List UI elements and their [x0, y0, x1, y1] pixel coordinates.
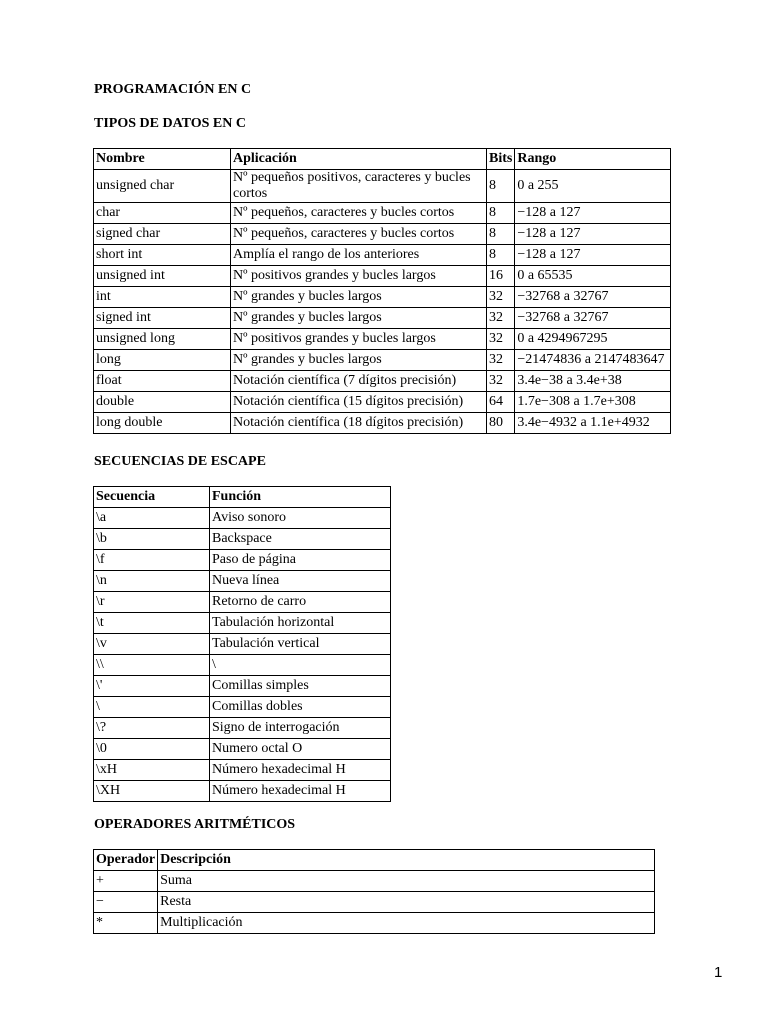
- table-cell: unsigned char: [94, 170, 231, 203]
- table-cell: 64: [487, 392, 515, 413]
- table-cell: 16: [487, 266, 515, 287]
- header-nombre: Nombre: [94, 149, 231, 170]
- table-cell: signed int: [94, 308, 231, 329]
- table-cell: Nº grandes y bucles largos: [231, 350, 487, 371]
- table-row: [94, 413, 671, 434]
- table-cell: \b: [94, 529, 210, 550]
- table-cell: Multiplicación: [158, 913, 655, 934]
- table-cell: 32: [487, 329, 515, 350]
- table-cell: 3.4e−38 a 3.4e+38: [515, 371, 671, 392]
- header-descripcion: Descripción: [158, 850, 655, 871]
- table-cell: Amplía el rango de los anteriores: [231, 245, 487, 266]
- table-cell: short int: [94, 245, 231, 266]
- table-cell: 1.7e−308 a 1.7e+308: [515, 392, 671, 413]
- table-cell: Numero octal O: [210, 739, 391, 760]
- table-row: [94, 371, 671, 392]
- table-cell: \a: [94, 508, 210, 529]
- table-row: [94, 224, 671, 245]
- table-cell: Número hexadecimal H: [210, 760, 391, 781]
- table-header-row: [94, 487, 391, 508]
- table-row: [94, 392, 671, 413]
- table-cell: *: [94, 913, 158, 934]
- table-cell: −32768 a 32767: [515, 287, 671, 308]
- table-cell: 0 a 4294967295: [515, 329, 671, 350]
- table-cell: Nº pequeños, caracteres y bucles cortos: [231, 203, 487, 224]
- operators-heading: OPERADORES ARITMÉTICOS: [94, 817, 296, 832]
- table-cell: Comillas simples: [210, 676, 391, 697]
- table-cell: Notación científica (7 dígitos precisión): [231, 371, 487, 392]
- table-row: [94, 571, 391, 592]
- table-cell: 32: [487, 371, 515, 392]
- table-cell: −32768 a 32767: [515, 308, 671, 329]
- escape-sequences-table: [93, 486, 391, 802]
- table-cell: Nº positivos grandes y bucles largos: [231, 329, 487, 350]
- table-cell: −: [94, 892, 158, 913]
- table-cell: \r: [94, 592, 210, 613]
- table-cell: 8: [487, 170, 515, 203]
- header-funcion: Función: [210, 487, 391, 508]
- table-cell: −128 a 127: [515, 245, 671, 266]
- header-rango: Rango: [515, 149, 671, 170]
- table-row: [94, 760, 391, 781]
- page-title: PROGRAMACIÓN EN C: [94, 82, 252, 97]
- table-cell: \n: [94, 571, 210, 592]
- page-number: 1: [714, 964, 723, 981]
- table-row: [94, 287, 671, 308]
- table-cell: signed char: [94, 224, 231, 245]
- table-cell: \v: [94, 634, 210, 655]
- table-row: [94, 913, 655, 934]
- table-cell: unsigned int: [94, 266, 231, 287]
- table-cell: unsigned long: [94, 329, 231, 350]
- table-row: [94, 655, 391, 676]
- table-cell: float: [94, 371, 231, 392]
- table-cell: \xH: [94, 760, 210, 781]
- table-row: [94, 718, 391, 739]
- table-row: [94, 266, 671, 287]
- data-types-table: [93, 148, 671, 434]
- table-row: [94, 634, 391, 655]
- table-row: [94, 329, 671, 350]
- table-cell: Nº pequeños, caracteres y bucles cortos: [231, 224, 487, 245]
- table-cell: 3.4e−4932 a 1.1e+4932: [515, 413, 671, 434]
- table-row: [94, 245, 671, 266]
- table-cell: double: [94, 392, 231, 413]
- table-cell: Resta: [158, 892, 655, 913]
- table-cell: Nº pequeños positivos, caracteres y bucles cortos: [231, 170, 487, 203]
- escapes-heading: SECUENCIAS DE ESCAPE: [94, 454, 266, 469]
- table-row: [94, 739, 391, 760]
- table-cell: long double: [94, 413, 231, 434]
- table-cell: int: [94, 287, 231, 308]
- table-cell: Tabulación vertical: [210, 634, 391, 655]
- table-cell: 0 a 65535: [515, 266, 671, 287]
- table-cell: 32: [487, 350, 515, 371]
- table-cell: −21474836 a 2147483647: [515, 350, 671, 371]
- table-cell: \0: [94, 739, 210, 760]
- table-cell: −128 a 127: [515, 224, 671, 245]
- table-cell: Suma: [158, 871, 655, 892]
- table-row: [94, 350, 671, 371]
- table-cell: \: [210, 655, 391, 676]
- table-cell: char: [94, 203, 231, 224]
- table-cell: \?: [94, 718, 210, 739]
- table-row: [94, 203, 671, 224]
- table-row: [94, 170, 671, 203]
- header-aplicacion: Aplicación: [231, 149, 487, 170]
- table-cell: Paso de página: [210, 550, 391, 571]
- table-cell: 0 a 255: [515, 170, 671, 203]
- table-row: [94, 697, 391, 718]
- table-row: [94, 550, 391, 571]
- table-cell: Comillas dobles: [210, 697, 391, 718]
- table-cell: −128 a 127: [515, 203, 671, 224]
- table-cell: \': [94, 676, 210, 697]
- table-cell: Notación científica (18 dígitos precisión): [231, 413, 487, 434]
- table-cell: 32: [487, 287, 515, 308]
- table-row: [94, 308, 671, 329]
- table-cell: Número hexadecimal H: [210, 781, 391, 802]
- table-cell: +: [94, 871, 158, 892]
- table-header-row: [94, 149, 671, 170]
- table-cell: \\: [94, 655, 210, 676]
- header-secuencia: Secuencia: [94, 487, 210, 508]
- table-cell: \f: [94, 550, 210, 571]
- header-bits: Bits: [487, 149, 515, 170]
- table-row: [94, 892, 655, 913]
- table-cell: Backspace: [210, 529, 391, 550]
- table-cell: Nº positivos grandes y bucles largos: [231, 266, 487, 287]
- table-cell: Signo de interrogación: [210, 718, 391, 739]
- table-cell: Nº grandes y bucles largos: [231, 308, 487, 329]
- table-cell: Aviso sonoro: [210, 508, 391, 529]
- header-operador: Operador: [94, 850, 158, 871]
- table-row: [94, 508, 391, 529]
- table-row: [94, 871, 655, 892]
- table-cell: Nº grandes y bucles largos: [231, 287, 487, 308]
- table-cell: \t: [94, 613, 210, 634]
- table-cell: 8: [487, 245, 515, 266]
- table-cell: 8: [487, 224, 515, 245]
- table-cell: Nueva línea: [210, 571, 391, 592]
- types-heading: TIPOS DE DATOS EN C: [94, 116, 246, 131]
- table-cell: long: [94, 350, 231, 371]
- table-row: [94, 592, 391, 613]
- table-row: [94, 676, 391, 697]
- table-header-row: [94, 850, 655, 871]
- table-cell: \: [94, 697, 210, 718]
- arithmetic-operators-table: [93, 849, 655, 934]
- table-cell: Notación científica (15 dígitos precisión): [231, 392, 487, 413]
- table-cell: Tabulación horizontal: [210, 613, 391, 634]
- table-cell: 32: [487, 308, 515, 329]
- table-cell: 8: [487, 203, 515, 224]
- table-cell: 80: [487, 413, 515, 434]
- table-cell: \XH: [94, 781, 210, 802]
- table-row: [94, 781, 391, 802]
- table-cell: Retorno de carro: [210, 592, 391, 613]
- table-row: [94, 529, 391, 550]
- table-row: [94, 613, 391, 634]
